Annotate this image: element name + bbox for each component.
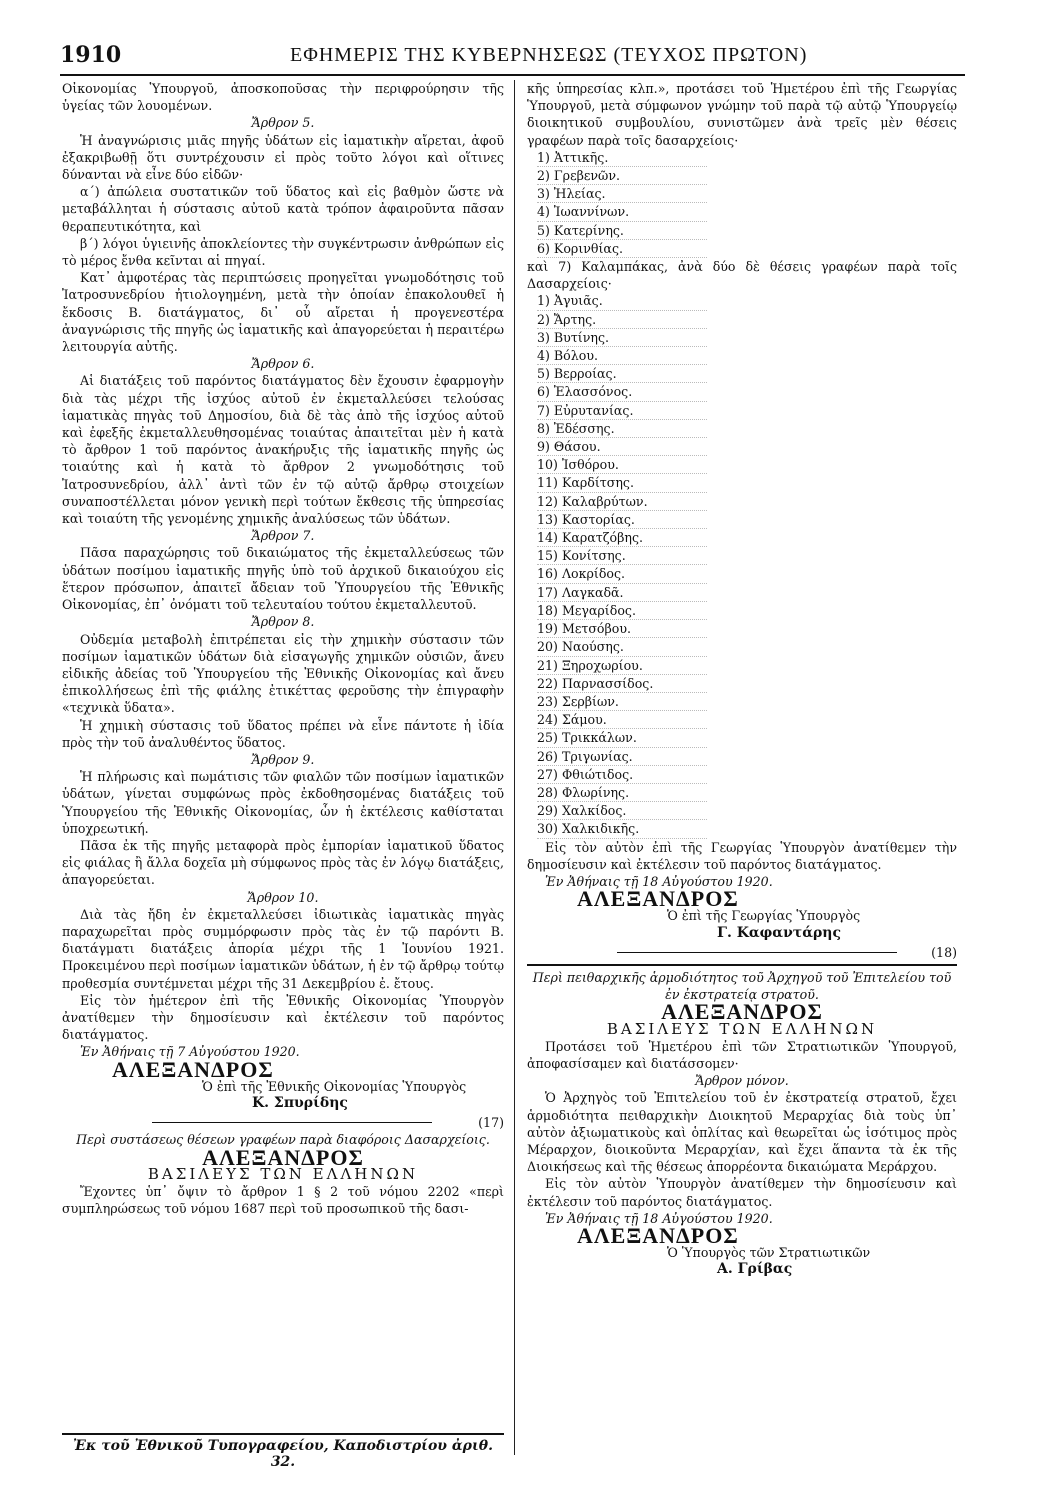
list-item: 19) Μετσόβου. [537,620,707,638]
list-item: 4) Ἰωαννίνων. [537,203,707,221]
forestry-office-list-two [527,292,957,838]
list-item: 5) Κατερίνης. [537,222,707,240]
minister-name: Γ. Καφαντάρης [717,924,841,941]
minister-name: Κ. Σπυρίδης [252,1094,348,1111]
paragraph: α΄) ἀπώλεια συστατικῶν τοῦ ὕδατος καὶ εἰς βαθμὸν ὥστε νὰ μεταβάλληται ἡ σύστασις αὐτοῦ κατὰ τρόπον ἀφαιροῦντα πᾶσαν θεραπευτικότητα, καὶ [62,184,504,234]
paragraph: Αἱ διατάξεις τοῦ παρόντος διατάγματος δὲν ἔχουσιν ἐφαρμογὴν διὰ τὰς μέχρι τῆς ἰσχύος αὐτοῦ ἐν ἐκμεταλλεύσει τελούσας ἰαματικὰς πηγὰς τοῦ Δημοσίου, διὰ δὲ τὰς ἀπὸ τῆς ἰσχύος αὐτοῦ καὶ ἐφεξῆς ἐκμεταλλευθησομένας τοιαύτας ἀπαιτεῖται μὲν ἡ κατὰ τὸ ἄρθρον 1 τοῦ παρόντος ἀνακήρυξις τῆς ἰαματικῆς πηγῆς ὡς τοιαύτης καὶ ἡ κατὰ τὸ ἄρθρον 2 γνωμοδότησις τοῦ Ἰατροσυνεδρίου, ἀλλ᾽ ἀντὶ τῶν ἐν τῷ αὐτῷ ἄρθρῳ στοιχείων συναποστέλλεται μόνον γενικὴ περὶ τούτων ἔκθεσις τῆς ὑπηρεσίας καὶ τοιαύτη τῆς γενομένης χημικῆς ἀναλύσεως τῶν ὑδάτων. [62,373,504,527]
paragraph: Ἡ χημικὴ σύστασις τοῦ ὕδατος πρέπει νὰ εἶνε πάντοτε ἡ ἰδία πρὸς τὴν τοῦ ἀναλυθέντος ὕδατος. [62,717,504,750]
list-item: 3) Βυτίνης. [537,329,707,347]
article-heading: Ἄρθρον μόνον. [695,1073,789,1089]
article-heading: Ἄρθρον 6. [251,356,315,372]
paragraph: Πᾶσα ἐκ τῆς πηγῆς μεταφορὰ πρὸς ἐμπορίαν ἰαματικοῦ ὕδατος εἰς φιάλας ἢ ἄλλα δοχεῖα μὴ σύμφωνος πρὸς τὰς ἐν λόγῳ διατάξεις, ἀπαγορεύεται. [62,837,504,888]
paragraph: Πᾶσα παραχώρησις τοῦ δικαιώματος τῆς ἐκμεταλλεύσεως τῶν ὑδάτων ποσίμου ἰαματικῆς πηγῆς ὑπὸ τοῦ ἀρχικοῦ δικαιούχου εἰς ἕτερον πρόσωπον, ἀπαιτεῖ ἄδειαν τοῦ Ὑπουργείου τῆς Ἐθνικῆς Οἰκονομίας, ἐπ᾽ ὀνόματι τοῦ τελευταίου τούτου ἐκμεταλλευτοῦ. [62,545,504,613]
list-item: 2) Γρεβενῶν. [537,167,707,185]
list-item: 21) Ξηροχωρίου. [537,657,707,675]
decree-date: Ἐν Ἀθήναις τῇ 18 Αὐγούστου 1920. [545,873,773,889]
column-divider [514,80,515,1455]
king-heading: ΑΛΕΞΑΝΔΡΟΣ [202,1144,364,1170]
list-item: 18) Μεγαρίδος. [537,602,707,620]
list-item: 27) Φθιώτιδος. [537,766,707,784]
minister-title: Ὁ Ὑπουργὸς τῶν Στρατιωτικῶν [667,1245,871,1261]
paragraph: Οἰκονομίας Ὑπουργοῦ, ἀποσκοποῦσας τὴν περιφρούρησιν τῆς ὑγείας τῶν λουομένων. [62,81,504,114]
list-item: 25) Τρικκάλων. [537,729,707,747]
decree-date: Ἐν Ἀθήναις τῇ 18 Αὐγούστου 1920. [545,1210,773,1226]
paragraph: Εἰς τὸν αὐτὸν Ὑπουργὸν ἀνατίθεμεν τὴν δημοσίευσιν καὶ ἐκτέλεσιν τοῦ παρόντος διατάγματος. [527,1176,957,1209]
king-signature: ΑΛΕΞΑΝΔΡΟΣ [577,1223,739,1248]
article-heading: Ἄρθρον 9. [251,751,315,767]
king-signature: ΑΛΕΞΑΝΔΡΟΣ [577,886,739,912]
list-item: 13) Καστορίας. [537,511,707,529]
paragraph: καὶ 7) Καλαμπάκας, ἀνὰ δύο δὲ θέσεις γραφέων παρὰ τοῖς Δασαρχείοις· [527,259,957,292]
page-number: 1910 [60,42,122,68]
list-item: 3) Ἠλείας. [537,185,707,203]
decree-number: (17) [478,1115,504,1131]
list-item: 6) Κορινθίας. [537,240,707,258]
list-item: 7) Εὐρυτανίας. [537,402,707,420]
article-heading: Ἄρθρον 7. [251,528,315,544]
minister-title: Ὁ ἐπὶ τῆς Ἐθνικῆς Οἰκονομίας Ὑπουργὸς [202,1078,467,1094]
list-item: 17) Λαγκαδᾶ. [537,584,707,602]
paragraph: Οὐδεμία μεταβολὴ ἐπιτρέπεται εἰς τὴν χημικὴν σύστασιν τῶν ποσίμων ἰαματικῶν ὑδάτων διὰ εἰσαγωγῆς χημικῶν οὐσιῶν, ἄνευ εἰδικῆς ἀδείας τοῦ Ὑπουργείου τῆς Ἐθνικῆς Οἰκονομίας καὶ ἄνευ ἐπικολλήσεως ἐπὶ τῆς φιάλης ἐτικέττας φεροῦσης τὴν ἐπιγραφὴν «τεχνικὰ ὕδατα». [62,631,504,716]
list-item: 29) Χαλκίδος. [537,802,707,820]
forestry-office-list-three [527,149,957,258]
list-item: 6) Ἐλασσόνος. [537,383,707,401]
minister-title: Ὁ ἐπὶ τῆς Γεωργίας Ὑπουργὸς [667,908,861,924]
right-column [527,80,957,1279]
paragraph: Προτάσει τοῦ Ἡμετέρου ἐπὶ τῶν Στρατιωτικῶν Ὑπουργοῦ, ἀποφασίσαμεν καὶ διατάσσομεν· [527,1038,957,1071]
paragraph: Ἡ ἀναγνώρισις μιᾶς πηγῆς ὑδάτων εἰς ἰαματικὴν αἴρεται, ἀφοῦ ἐξακριβωθῇ ὅτι συντρέχουσιν εἰ πρὸς τοῦτο λόγοι καὶ οἵτινες δύνανται νὰ εἶνε δύο εἰδῶν· [62,132,504,183]
list-item: 30) Χαλκιδικῆς. [537,820,707,838]
list-item: 4) Βόλου. [537,347,707,365]
paragraph: Ἔχοντες ὑπ᾽ ὄψιν τὸ ἄρθρον 1 § 2 τοῦ νόμου 2202 «περὶ συμπληρώσεως τοῦ νόμου 1687 περὶ τοῦ προσωπικοῦ τῆς δασι- [62,1184,504,1217]
paragraph: Εἰς τὸν ἡμέτερον ἐπὶ τῆς Ἐθνικῆς Οἰκονομίας Ὑπουργὸν ἀνατίθεμεν τὴν δημοσίευσιν καὶ ἐκτέλεσιν τοῦ παρόντος διατάγματος. [62,992,504,1043]
list-item: 2) Ἄρτης. [537,311,707,329]
list-item: 10) Ἰσθόρου. [537,456,707,474]
list-item: 20) Ναούσης. [537,638,707,656]
list-item: 1) Ἀττικῆς. [537,149,707,167]
decree-heading: Περὶ συστάσεως θέσεων γραφέων παρὰ διαφόροις Δασαρχείοις. [76,1132,490,1148]
article-heading: Ἄρθρον 5. [251,115,315,131]
paragraph: Κατ᾽ ἀμφοτέρας τὰς περιπτώσεις προηγεῖται γνωμοδότησις τοῦ Ἰατροσυνεδρίου ἠτιολογημένη, μετὰ τὴν ὁποίαν ἐπακολουθεῖ ἡ ἔκδοσις Β. διατάγματος, δι᾽ οὗ αἴρεται ἡ προγενεστέρα ἀναγνώρισις τῆς πηγῆς ὡς ἰαματικῆς καὶ ἀπαγορεύεται ἡ περαιτέρω λειτουργία αὐτῆς. [62,270,504,355]
printer-footer: Ἐκ τοῦ Ἐθνικοῦ Τυπογραφείου, Καποδιστρίου ἀριθ. 32. [62,1433,504,1470]
list-item: 5) Βερροίας. [537,365,707,383]
list-item: 28) Φλωρίνης. [537,784,707,802]
king-subtitle: ΒΑΣΙΛΕΥΣ ΤΩΝ ΕΛΛΗΝΩΝ [606,1019,878,1038]
article-heading: Ἄρθρον 8. [251,614,315,630]
decree-heading: Περὶ πειθαρχικῆς ἁρμοδιότητος τοῦ Ἀρχηγοῦ τοῦ Ἐπιτελείου τοῦ ἐν ἐκστρατείᾳ στρατοῦ. [532,969,952,1003]
king-subtitle: ΒΑΣΙΛΕΥΣ ΤΩΝ ΕΛΛΗΝΩΝ [147,1164,419,1183]
king-heading: ΑΛΕΞΑΝΔΡΟΣ [661,999,823,1025]
separator-line [152,1122,432,1131]
paragraph: Εἰς τὸν αὐτὸν ἐπὶ τῆς Γεωργίας Ὑπουργὸν ἀνατίθεμεν τὴν δημοσίευσιν καὶ ἐκτέλεσιν τοῦ παρόντος διατάγματος. [527,839,957,872]
separator-rule [527,964,957,966]
list-item: 8) Ἐδέσσης. [537,420,707,438]
paragraph: β΄) λόγοι ὑγιεινῆς ἀποκλείοντες τὴν συγκέντρωσιν ἀνθρώπων εἰς τὸ μέρος ἔνθα κεῖνται αἱ πηγαί. [62,235,504,269]
left-column [62,80,504,1217]
list-item: 24) Σάμου. [537,711,707,729]
list-item: 14) Καρατζόβης. [537,529,707,547]
decree-number: (18) [931,944,957,960]
page-header [60,40,965,76]
minister-name: Α. Γρίβας [717,1261,793,1278]
paragraph: Διὰ τὰς ἤδη ἐν ἐκμεταλλεύσει ἰδιωτικὰς ἰαματικὰς πηγὰς παραχωρεῖται πρὸς συμμόρφωσιν πρὸς τὰς ἐν τῷ παρόντι Β. διατάγματι διατάξεις ἀπορία μέχρι τῆς 1 Ἰουνίου 1921. Προκειμένου περὶ ποσίμων ἰαματικῶν ὑδάτων, ἡ ἐν τῷ ἄρθρῳ τούτῳ προθεσμία συντέμνεται μέχρι τῆς 31 Δεκεμβρίου ἐ. ἔτους. [62,906,504,991]
list-item: 1) Ἀγυιᾶς. [537,292,707,310]
decree-number-row [527,944,957,961]
decree-date: Ἐν Ἀθήναις τῇ 7 Αὐγούστου 1920. [80,1044,300,1060]
separator-line [617,952,897,961]
list-item: 22) Παρνασσίδος. [537,675,707,693]
paragraph: κῆς ὑπηρεσίας κλπ.», προτάσει τοῦ Ἡμετέρου ἐπὶ τῆς Γεωργίας Ὑπουργοῦ, μετὰ σύμφωνον γνώμην τοῦ παρὰ τῷ αὐτῷ Ὑπουργείῳ διοικητικοῦ συμβουλίου, συνιστῶμεν ἀνὰ τρεῖς μὲν θέσεις γραφέων παρὰ τοῖς δασαρχείοις· [527,81,957,148]
list-item: 11) Καρδίτσης. [537,474,707,492]
list-item: 15) Κονίτσης. [537,547,707,565]
paragraph: Ὁ Ἀρχηγὸς τοῦ Ἐπιτελείου τοῦ ἐν ἐκστρατείᾳ στρατοῦ, ἔχει ἁρμοδιότητα πειθαρχικὴν Διοικητοῦ Μεραρχίας διὰ τοὺς ὑπ᾽ αὐτὸν ἀξιωματικοὺς καὶ ὁπλίτας καὶ θεωρεῖται ὡς ἰσότιμος πρὸς Μέραρχον, διοικοῦντα Μεραρχίαν, καὶ ἔχει ἅπαντα τὰ ἐκ τῆς Διοικήσεως καὶ τῆς θέσεως ἀπορρέοντα δικαιώματα Μεράρχου. [527,1090,957,1175]
gazette-title: ΕΦΗΜΕΡΙΣ ΤΗΣ ΚΥΒΕΡΝΗΣΕΩΣ (ΤΕΥΧΟΣ ΠΡΩΤΟΝ) [290,44,808,66]
paragraph: Ἡ πλήρωσις καὶ πωμάτισις τῶν φιαλῶν τῶν ποσίμων ἰαματικῶν ὑδάτων, γίνεται συμφώνως πρὸς ἐκδοθησομένας διατάξεις τοῦ Ὑπουργείου τῆς Ἐθνικῆς Οἰκονομίας, ὧν ἡ ἐκτέλεσις καθίσταται ὑποχρεωτική. [62,769,504,836]
list-item: 23) Σερβίων. [537,693,707,711]
decree-number-row [62,1114,504,1131]
article-heading: Ἄρθρον 10. [247,889,319,905]
list-item: 9) Θάσου. [537,438,707,456]
king-signature: ΑΛΕΞΑΝΔΡΟΣ [112,1056,274,1082]
list-item: 16) Λοκρίδος. [537,565,707,583]
list-item: 26) Τριγωνίας. [537,748,707,766]
list-item: 12) Καλαβρύτων. [537,493,707,511]
